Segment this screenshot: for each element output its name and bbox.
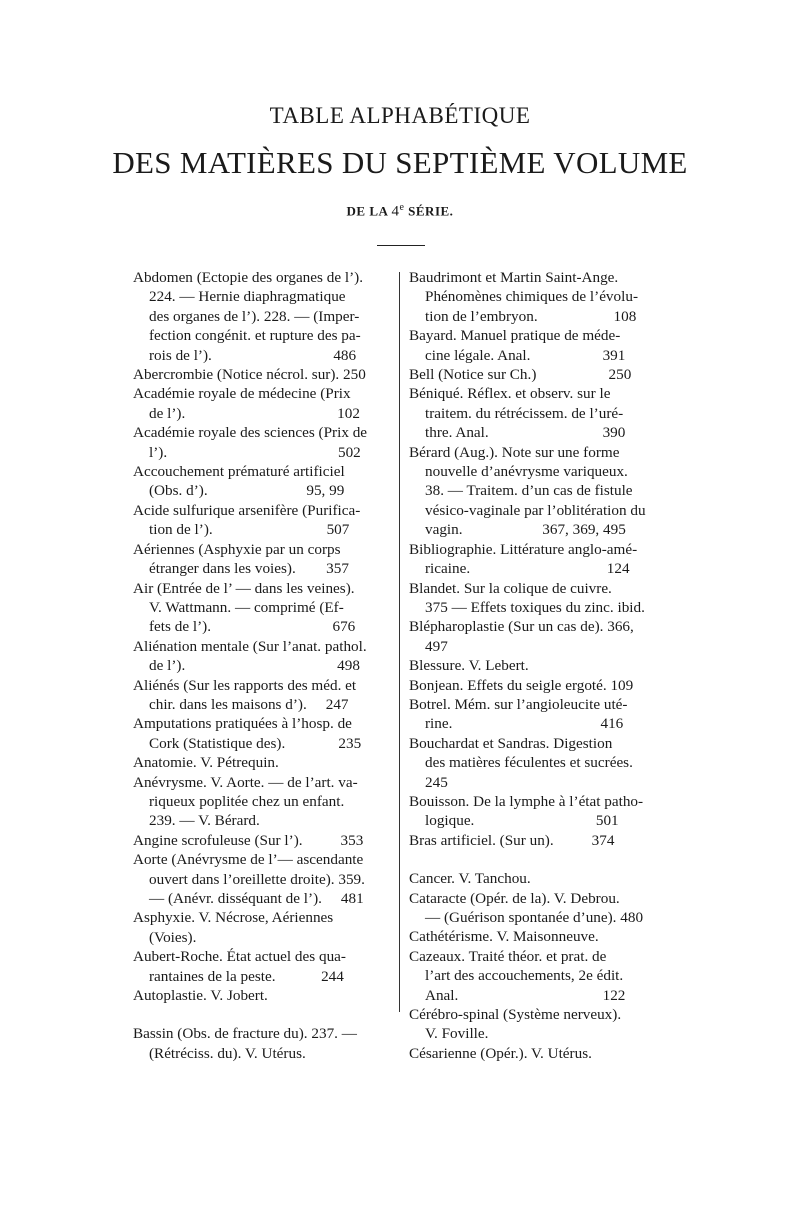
index-entry [409, 443, 667, 540]
index-entry-line: Acide sulfurique arsenifère (Purifica- [133, 501, 361, 519]
index-entry [409, 1044, 667, 1063]
index-entry [409, 617, 667, 656]
index-entry-line: Cérébro-spinal (Système nerveux). [409, 1006, 622, 1024]
index-entry-line: vésico-vaginale par l’oblitération du [425, 501, 646, 519]
index-entry-line: ricaine. 124 [425, 560, 630, 578]
index-entry [133, 268, 395, 365]
index-entry [133, 831, 395, 850]
index-entry [409, 889, 667, 928]
column-divider [399, 272, 400, 1012]
index-entry-line: Aorte (Anévrysme de l’— ascendante [133, 851, 364, 869]
index-entry [409, 1005, 667, 1044]
index-entry-line: Anévrysme. V. Aorte. — de l’art. va- [133, 773, 358, 791]
index-entry [133, 908, 395, 947]
index-entry-line: Bayard. Manuel pratique de méde- [409, 327, 621, 345]
index-entry-line: de l’). 498 [149, 657, 360, 675]
index-entry-line: chir. dans les maisons d’). 247 [149, 695, 349, 713]
index-entry-line: l’art des accouchements, 2e édit. [425, 967, 624, 985]
index-entry-line: Blandet. Sur la colique de cuivre. [409, 579, 612, 597]
index-entry-line: Anal. 122 [425, 986, 626, 1004]
index-entry-line: — (Guérison spontanée d’une). 480 [425, 909, 644, 926]
index-entry [133, 462, 395, 501]
index-entry-line: Bonjean. Effets du seigle ergoté. 109 [409, 676, 634, 694]
index-entry-line: logique. 501 [425, 812, 619, 830]
index-entry-line: vagin. 367, 369, 495 [425, 521, 626, 539]
index-entry [409, 947, 667, 1005]
index-entry-line: Bérard (Aug.). Note sur une forme [409, 443, 620, 461]
index-entry-line: rois de l’). 486 [149, 346, 357, 364]
index-entry-line: 497 [425, 637, 448, 655]
index-entry [409, 869, 667, 888]
index-entry-line: riqueux poplitée chez un enfant. [149, 792, 345, 810]
index-entry-line: (Obs. d’). 95, 99 [149, 482, 345, 500]
index-entry [133, 753, 395, 772]
index-entry [409, 540, 667, 579]
index-entry-line: tion de l’). 507 [149, 521, 350, 539]
index-entry [409, 927, 667, 946]
index-entry [133, 501, 395, 540]
index-entry [133, 1005, 395, 1024]
index-entry [133, 384, 395, 423]
index-entry-line: Cazeaux. Traité théor. et prat. de [409, 947, 607, 965]
index-entry-line: Abdomen (Ectopie des organes de l’). [133, 269, 363, 286]
index-entry [133, 1024, 395, 1063]
index-entry-line: Béniqué. Réflex. et observ. sur le [409, 385, 611, 403]
index-entry-line: thre. Anal. 390 [425, 424, 626, 442]
index-entry-line: nouvelle d’anévrysme variqueux. [425, 463, 628, 481]
index-entry-line: 245 [425, 773, 448, 791]
index-entry [409, 792, 667, 831]
index-entry [409, 384, 667, 442]
index-column-left [133, 268, 395, 1063]
index-entry-line: V. Wattmann. — comprimé (Ef- [149, 598, 344, 616]
index-entry-line: Angine scrofuleuse (Sur l’). 353 [133, 831, 364, 849]
index-entry-line [133, 1005, 395, 1024]
index-entry [409, 326, 667, 365]
index-entry-line: Bras artificiel. (Sur un). 374 [409, 831, 615, 849]
index-entry [409, 734, 667, 792]
index-entry-line: Botrel. Mém. sur l’angioleucite uté- [409, 695, 628, 713]
index-entry-line: rantaines de la peste. 244 [149, 967, 344, 985]
index-entry-line: Bibliographie. Littérature anglo-amé- [409, 540, 638, 558]
index-entry [409, 850, 667, 869]
index-entry-line: Autoplastie. V. Jobert. [133, 987, 268, 1005]
index-entry-line: Abercrombie (Notice nécrol. sur). 250 [133, 366, 366, 384]
index-entry [133, 423, 395, 462]
index-entry [409, 365, 667, 384]
index-entry [409, 695, 667, 734]
index-entry [133, 947, 395, 986]
index-entry-line: Cathétérisme. V. Maisonneuve. [409, 928, 599, 946]
index-entry-line: Accouchement prématuré artificiel [133, 463, 345, 481]
index-entry-line: Phénomènes chimiques de l’évolu- [425, 288, 638, 306]
index-entry-line: Aliénation mentale (Sur l’anat. pathol. [133, 637, 367, 655]
index-entry-line: rine. 416 [425, 715, 624, 733]
index-entry-line: traitem. du rétrécissem. de l’uré- [425, 404, 624, 422]
index-entry [409, 676, 667, 695]
index-entry [409, 831, 667, 850]
index-entry-line: Anatomie. V. Pétrequin. [133, 754, 279, 772]
index-entry-line: 239. — V. Bérard. [149, 812, 260, 830]
index-entry-line: Académie royale des sciences (Prix de [133, 424, 368, 442]
index-entry-line: Aliénés (Sur les rapports des méd. et [133, 676, 357, 694]
title-rule-divider [377, 245, 425, 246]
page-title-line-1: TABLE ALPHABÉTIQUE [269, 103, 531, 128]
index-entry-line: Bassin (Obs. de fracture du). 237. — [133, 1025, 357, 1043]
index-entry [133, 637, 395, 676]
index-entry-line: Cataracte (Opér. de la). V. Debrou. [409, 889, 620, 907]
index-entry [133, 365, 395, 384]
index-entry-line: Amputations pratiquées à l’hosp. de [133, 715, 352, 733]
index-entry-line: Cancer. V. Tanchou. [409, 870, 531, 888]
index-entry-line: 375 — Effets toxiques du zinc. ibid. [425, 598, 645, 616]
page-title-line-2: DES MATIÈRES DU SEPTIÈME VOLUME [112, 145, 688, 180]
index-entry [409, 268, 667, 326]
index-entry [133, 540, 395, 579]
index-entry-line: V. Foville. [425, 1025, 489, 1043]
index-column-right [409, 268, 667, 1063]
index-entry-line: Blépharoplastie (Sur un cas de). 366, [409, 618, 634, 636]
index-entry-line: Baudrimont et Martin Saint-Ange. [409, 269, 619, 286]
index-entry-line [409, 850, 667, 869]
index-entry-line: tion de l’embryon. 108 [425, 307, 637, 325]
index-entry-line: Aubert-Roche. État actuel des qua- [133, 948, 346, 966]
index-entry-line: Aériennes (Asphyxie par un corps [133, 540, 341, 558]
index-entry-line: fets de l’). 676 [149, 618, 356, 636]
index-entry-line: — (Anévr. disséquant de l’). 481 [149, 890, 364, 907]
index-entry-line: Bouchardat et Sandras. Digestion [409, 734, 613, 752]
index-entry-line: 38. — Traitem. d’un cas de fistule [425, 482, 633, 500]
index-entry-line: Cork (Statistique des). 235 [149, 734, 362, 752]
index-entry-line: l’). 502 [149, 443, 361, 461]
index-entry-line: fection congénit. et rupture des pa- [149, 327, 361, 345]
index-entry-line: Blessure. V. Lebert. [409, 657, 529, 675]
index-entry-line: 224. — Hernie diaphragmatique [149, 288, 346, 306]
page-title-line-3: DE LA 4e SÉRIE. [346, 202, 454, 220]
index-entry-line: des matières féculentes et sucrées. [425, 754, 633, 772]
index-entry [133, 714, 395, 753]
index-entry-line: cine légale. Anal. 391 [425, 346, 626, 364]
index-entry [409, 656, 667, 675]
index-entry-line: ouvert dans l’oreillette droite). 359. [149, 870, 365, 888]
index-entry [133, 676, 395, 715]
index-entry [133, 773, 395, 831]
index-entry [133, 986, 395, 1005]
index-entry-line: Bouisson. De la lymphe à l’état patho- [409, 792, 644, 810]
index-entry-line: (Voies). [149, 928, 197, 946]
index-entry-line: Asphyxie. V. Nécrose, Aériennes [133, 909, 334, 927]
index-entry [409, 579, 667, 618]
index-entry-line: (Rétréciss. du). V. Utérus. [149, 1044, 306, 1062]
index-entry-line: Air (Entrée de l’ — dans les veines). [133, 579, 355, 597]
index-entry-line: Bell (Notice sur Ch.) 250 [409, 366, 632, 384]
index-entry [133, 850, 395, 908]
index-entry-line: Académie royale de médecine (Prix [133, 385, 351, 403]
index-entry-line: de l’). 102 [149, 404, 360, 422]
index-entry-line: étranger dans les voies). 357 [149, 560, 349, 578]
index-entry-line: des organes de l’). 228. — (Imper- [149, 307, 360, 325]
index-entry-line: Césarienne (Opér.). V. Utérus. [409, 1044, 592, 1062]
index-entry [133, 579, 395, 637]
